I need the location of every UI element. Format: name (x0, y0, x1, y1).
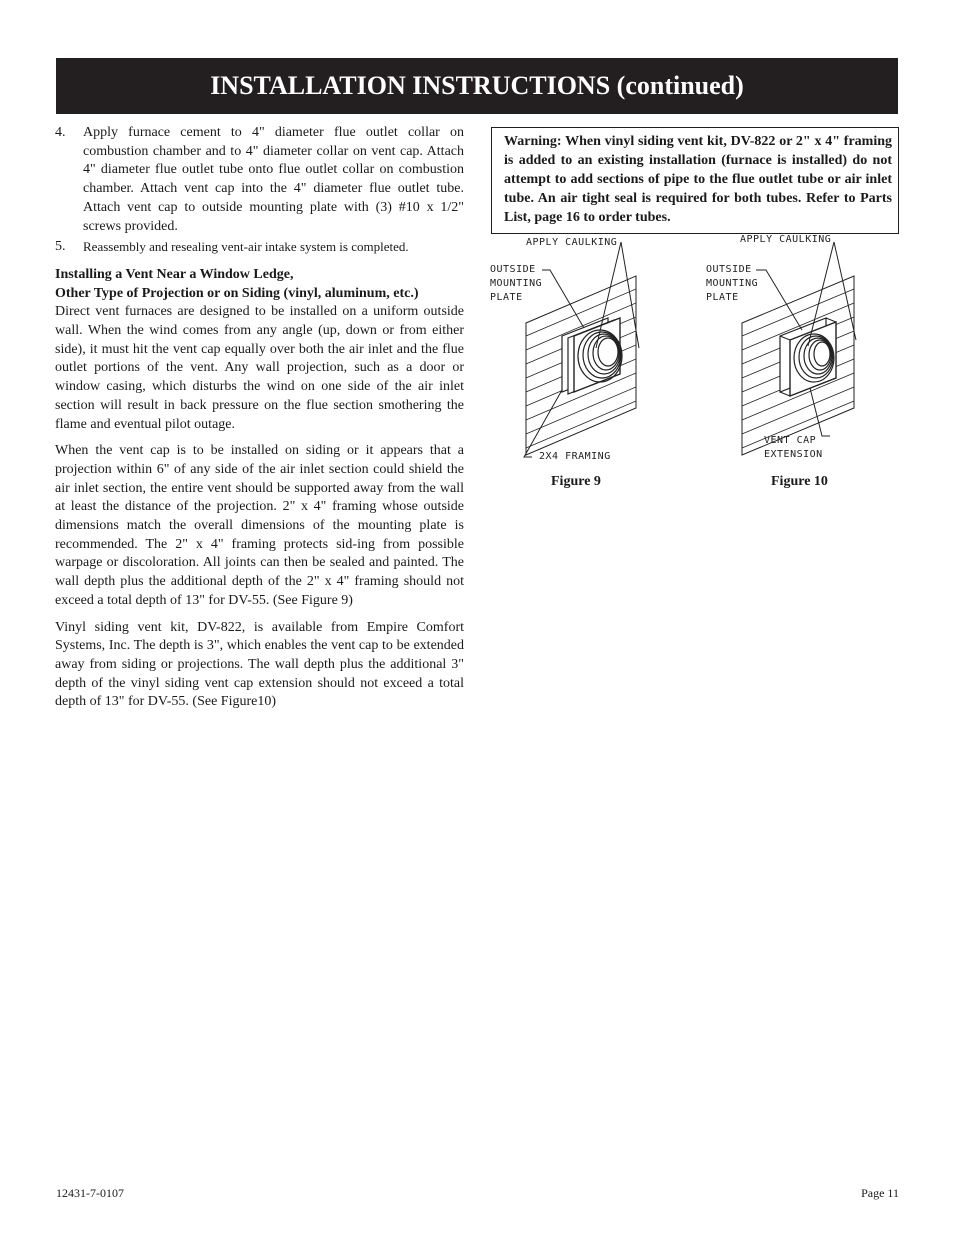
footer-doc-number: 12431-7-0107 (56, 1186, 124, 1200)
vent-diagrams (484, 228, 904, 468)
step-number: 5. (55, 239, 66, 255)
warning-box: Warning: When vinyl siding vent kit, DV-822 or 2" x 4" framing is added to an existing installation (furnace is installed) do not attempt to add sections of pipe to the flue outlet tube or air inlet tube. An air tight seal is required for both tubes. Refer to Parts List, page 16 to order tubes. (491, 127, 899, 234)
step-item (55, 238, 464, 257)
page-title: INSTALLATION INSTRUCTIONS (continued) (210, 71, 744, 100)
figure-10-caption: Figure 10 (771, 474, 828, 489)
fig10-label-ext-2: EXTENSION (764, 449, 823, 460)
fig9-label-plate-1: OUTSIDE (490, 264, 536, 275)
fig9-label-framing: 2X4 FRAMING (539, 451, 611, 462)
fig10-label-plate-3: PLATE (706, 292, 739, 303)
fig10-label-plate-1: OUTSIDE (706, 264, 752, 275)
section-heading: Installing a Vent Near a Window Ledge, (55, 266, 294, 282)
step-item (55, 124, 464, 236)
fig9-label-plate-2: MOUNTING (490, 278, 543, 289)
paragraph-siding-framing: When the vent cap is to be installed on siding or it appears that a projection within 6" of any side of the air inlet section could shield the air inlet section, the entire vent should be supported away from the wall at least the distance of the projection. 2" x 4" framing whose outside dimensions match the overall dimensions of the mounting plate is recommended. The 2" x 4" framing protects sid-ing from possible warpage or discoloration. All joints can then be sealed and painted. The wall depth plus the additional depth of the 2" x 4" framing should not exceed a total depth of 13" for DV-55. (See Figure 9) (55, 443, 464, 608)
fig10-label-plate-2: MOUNTING (706, 278, 759, 289)
step-text: Reassembly and resealing vent-air intake system is completed. (83, 239, 409, 255)
figures-diagram (484, 228, 904, 468)
figure-9-caption: Figure 9 (551, 474, 601, 489)
figure-10-drawing (742, 242, 856, 455)
fig10-label-caulking: APPLY CAULKING (740, 234, 832, 245)
step-number: 4. (55, 125, 66, 140)
section-subheading: Other Type of Projection or on Siding (vinyl, aluminum, etc.) (55, 285, 419, 301)
left-column (55, 124, 464, 720)
fig10-label-ext-1: VENT CAP (764, 435, 817, 446)
footer-page-number: Page 11 (861, 1186, 899, 1200)
fig9-label-caulking: APPLY CAULKING (526, 237, 618, 248)
fig9-label-plate-3: PLATE (490, 292, 523, 303)
paragraph-vinyl-kit: Vinyl siding vent kit, DV-822, is available from Empire Comfort Systems, Inc. The depth is 3", which enables the vent cap to be extended away from siding or projections. The wall depth plus the additional 3" depth of the vinyl siding vent cap extension should not exceed a total depth of 13" for DV-55. (See Figure10) (55, 619, 464, 710)
step-text: Apply furnace cement to 4" diameter flue outlet collar on combustion chamber and to 4" diameter collar on vent cap. Attach 4" diameter flue outlet tube onto flue outlet collar on combustion chamber. Attach vent cap into the 4" diameter flue outlet tube. Attach vent cap to outside mounting plate with (3) #10 x 1/2" screws provided. (83, 125, 464, 234)
paragraph-uniform-wall: Direct vent furnaces are designed to be installed on a uniform outside wall. When the wind comes from any angle (up, down or from either side), it must hit the vent cap equally over both the air inlet and the flue outlet portions of the vent. Any wall projection, such as a door or window casing, which disturbs the wind on one side of the air inlet section will result in back pressure on the flue section smothering the flame and eventual pilot outage. (55, 304, 464, 432)
header-bar (56, 58, 898, 114)
figure-9-drawing (524, 242, 639, 457)
